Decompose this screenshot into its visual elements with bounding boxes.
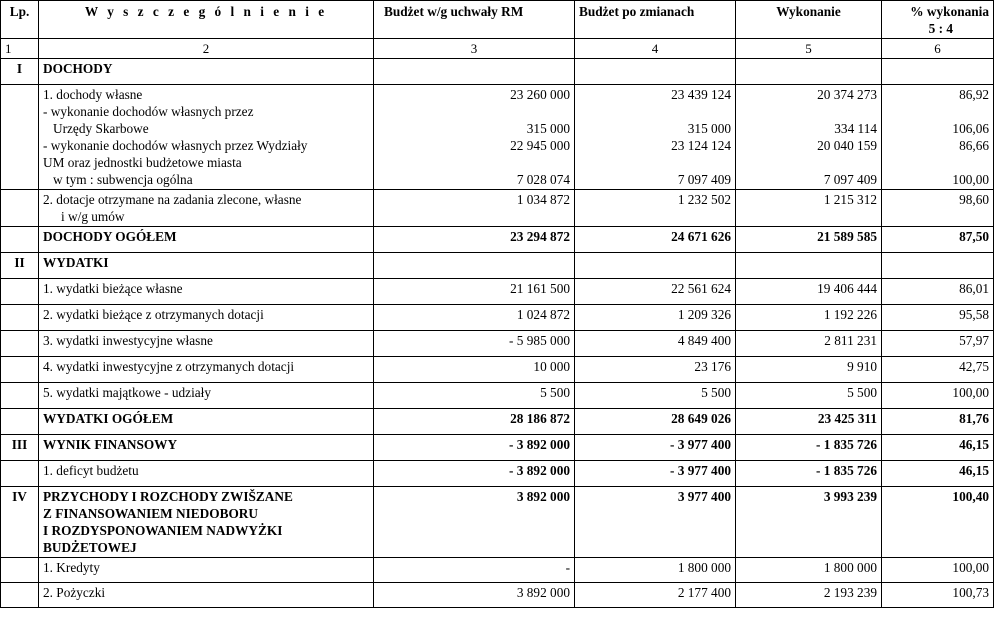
cell-text-line (378, 103, 570, 120)
table-cell: 81,76 (882, 409, 994, 435)
table-cell (1, 331, 39, 357)
cell-text-line: 23 124 124 (671, 138, 731, 153)
table-cell: 86,01 (882, 279, 994, 305)
table-cell: - 1 835 726 (736, 461, 882, 487)
table-cell: 9 910 (736, 357, 882, 383)
cell-text-line: - wykonanie dochodów własnych przez (43, 104, 254, 119)
colnum-2: 2 (39, 39, 374, 59)
table-cell: 1. Kredyty (39, 558, 374, 583)
cell-text-line: 106,06 (952, 121, 989, 136)
cell-text-line: 7 028 074 (516, 172, 570, 187)
grants-label (39, 190, 374, 227)
cell-text-line: PRZYCHODY I ROZCHODY ZWIŠZANE (43, 489, 293, 504)
table-cell: 46,15 (882, 435, 994, 461)
cell-text-line (886, 103, 989, 120)
table-cell: - 3 892 000 (374, 461, 575, 487)
cell-text-line: UM oraz jednostki budżetowe miasta (43, 155, 242, 170)
table-cell: 57,97 (882, 331, 994, 357)
cell-text-line: i w/g umów (61, 209, 125, 224)
table-cell (882, 253, 994, 279)
table-cell: 1 800 000 (575, 558, 736, 583)
cell-text-line: 23 260 000 (510, 87, 570, 102)
table-cell (1, 461, 39, 487)
cell-text-line: w tym : subwencja ogólna (53, 172, 193, 187)
table-cell (575, 59, 736, 85)
section-header-row (1, 487, 994, 558)
table-cell: 1 192 226 (736, 305, 882, 331)
table-cell: - 3 892 000 (374, 435, 575, 461)
table-cell: 2 193 239 (736, 583, 882, 608)
cell-text-line: 315 000 (687, 121, 731, 136)
table-cell: 10 000 (374, 357, 575, 383)
table-cell: - (374, 558, 575, 583)
table-cell (374, 253, 575, 279)
table-cell: 28 649 026 (575, 409, 736, 435)
table-cell (736, 59, 882, 85)
table-cell: 22 561 624 (575, 279, 736, 305)
income-total-label: DOCHODY OGÓŁEM (39, 227, 374, 253)
income-block-col4 (575, 85, 736, 190)
cell-text-line (740, 154, 877, 171)
table-cell (882, 59, 994, 85)
table-cell: - 1 835 726 (736, 435, 882, 461)
table-cell: 4. wydatki inwestycyjne z otrzymanych dotacji (39, 357, 374, 383)
header-budget-changed: Budżet po zmianach (575, 1, 736, 39)
header-percent-line1: % wykonania (910, 4, 989, 19)
colnum-6: 6 (882, 39, 994, 59)
grants-col5: 1 215 312 (736, 190, 882, 227)
section-header-row (1, 59, 994, 85)
cell-text-line: 7 097 409 (823, 172, 877, 187)
cell-text-line: 334 114 (834, 121, 877, 136)
cell-text-line (740, 103, 877, 120)
table-cell: 5. wydatki majątkowe - udziały (39, 383, 374, 409)
grants-col4: 1 232 502 (575, 190, 736, 227)
colnum-5: 5 (736, 39, 882, 59)
header-description: W y s z c z e g ó l n i e n i e (39, 1, 374, 39)
cell-text-line (579, 103, 731, 120)
cell-text-line: 86,66 (959, 138, 989, 153)
table-cell: 5 500 (575, 383, 736, 409)
colnum-3: 3 (374, 39, 575, 59)
table-cell: 3. wydatki inwestycyjne własne (39, 331, 374, 357)
colnum-1: 1 (1, 39, 39, 59)
cell-text-line (378, 154, 570, 171)
table-cell: 3 977 400 (575, 487, 736, 558)
cell-text-line: 20 040 159 (817, 138, 877, 153)
cell-text-line: 315 000 (526, 121, 570, 136)
table-cell: 21 161 500 (374, 279, 575, 305)
table-row (1, 305, 994, 331)
table-cell: 1 800 000 (736, 558, 882, 583)
section-title (39, 487, 374, 558)
deficit-label: 1. deficyt budżetu (39, 461, 374, 487)
table-cell (1, 305, 39, 331)
table-cell: 1 209 326 (575, 305, 736, 331)
column-number-row (1, 39, 994, 59)
colnum-4: 4 (575, 39, 736, 59)
header-percent-line2: 5 : 4 (928, 21, 953, 36)
table-row (1, 583, 994, 608)
table-cell: 23 294 872 (374, 227, 575, 253)
table-cell: 46,15 (882, 461, 994, 487)
table-cell: 21 589 585 (736, 227, 882, 253)
cell-text-line (886, 154, 989, 171)
table-cell: 3 993 239 (736, 487, 882, 558)
cell-text-line: - wykonanie dochodów własnych przez Wydziały (43, 138, 308, 153)
table-cell (1, 190, 39, 227)
section-lp: II (1, 253, 39, 279)
section-lp: I (1, 59, 39, 85)
table-cell: 42,75 (882, 357, 994, 383)
cell-text-line: 2. dotacje otrzymane na zadania zlecone, własne (43, 192, 302, 207)
header-lp: Lp. (1, 1, 39, 39)
table-row (1, 357, 994, 383)
table-cell: 2. wydatki bieżące z otrzymanych dotacji (39, 305, 374, 331)
cell-text-line: 22 945 000 (510, 138, 570, 153)
table-cell: 100,40 (882, 487, 994, 558)
grants-row (1, 190, 994, 227)
table-row (1, 383, 994, 409)
table-cell: - 3 977 400 (575, 461, 736, 487)
table-cell: 3 892 000 (374, 487, 575, 558)
cell-text-line: I ROZDYSPONOWANIEM NADWYŻKI (43, 523, 283, 538)
income-block-row (1, 85, 994, 190)
table-cell: 23 176 (575, 357, 736, 383)
table-cell: 1. wydatki bieżące własne (39, 279, 374, 305)
table-cell (1, 583, 39, 608)
section-title: DOCHODY (39, 59, 374, 85)
table-cell: 2 811 231 (736, 331, 882, 357)
table-cell: - 3 977 400 (575, 435, 736, 461)
grants-col3: 1 034 872 (374, 190, 575, 227)
income-total-row (1, 227, 994, 253)
table-row (1, 331, 994, 357)
section-lp: III (1, 435, 39, 461)
header-budget-rm: Budżet w/g uchwały RM (374, 1, 575, 39)
section-title: WYDATKI (39, 253, 374, 279)
section-lp: IV (1, 487, 39, 558)
cell-text-line: 20 374 273 (817, 87, 877, 102)
table-cell (575, 253, 736, 279)
table-cell: 100,73 (882, 583, 994, 608)
section-header-row (1, 435, 994, 461)
table-cell: - 5 985 000 (374, 331, 575, 357)
expenses-total-label: WYDATKI OGÓŁEM (39, 409, 374, 435)
table-cell: 28 186 872 (374, 409, 575, 435)
table-cell: 4 849 400 (575, 331, 736, 357)
deficit-row (1, 461, 994, 487)
header-row (1, 1, 994, 39)
table-cell: 3 892 000 (374, 583, 575, 608)
header-execution: Wykonanie (736, 1, 882, 39)
table-cell: 1 024 872 (374, 305, 575, 331)
income-block-labels (39, 85, 374, 190)
table-cell (1, 85, 39, 190)
income-block-col5 (736, 85, 882, 190)
table-cell: 100,00 (882, 383, 994, 409)
table-cell (1, 383, 39, 409)
section-header-row (1, 253, 994, 279)
table-row (1, 558, 994, 583)
table-cell: 19 406 444 (736, 279, 882, 305)
cell-text-line: 1. dochody własne (43, 87, 143, 102)
income-block-col3 (374, 85, 575, 190)
table-cell (374, 59, 575, 85)
table-cell: 100,00 (882, 558, 994, 583)
cell-text-line (579, 154, 731, 171)
expenses-total-row (1, 409, 994, 435)
table-cell (736, 253, 882, 279)
table-cell: 2. Pożyczki (39, 583, 374, 608)
table-cell (1, 357, 39, 383)
table-cell: 23 425 311 (736, 409, 882, 435)
table-cell: 5 500 (736, 383, 882, 409)
table-cell: 87,50 (882, 227, 994, 253)
cell-text-line: 23 439 124 (671, 87, 731, 102)
cell-text-line: Z FINANSOWANIEM NIEDOBORU (43, 506, 258, 521)
table-cell (1, 279, 39, 305)
section-title: WYNIK FINANSOWY (39, 435, 374, 461)
table-cell (1, 558, 39, 583)
cell-text-line: Urzędy Skarbowe (53, 121, 149, 136)
table-cell (1, 227, 39, 253)
grants-col6: 98,60 (882, 190, 994, 227)
cell-text-line: BUDŻETOWEJ (43, 540, 137, 555)
table-cell: 24 671 626 (575, 227, 736, 253)
table-cell: 95,58 (882, 305, 994, 331)
table-cell: 5 500 (374, 383, 575, 409)
table-row (1, 279, 994, 305)
cell-text-line: 100,00 (952, 172, 989, 187)
cell-text-line: 7 097 409 (677, 172, 731, 187)
table-cell (1, 409, 39, 435)
header-percent (882, 1, 994, 39)
table-cell: 2 177 400 (575, 583, 736, 608)
income-block-col6 (882, 85, 994, 190)
cell-text-line: 86,92 (959, 87, 989, 102)
